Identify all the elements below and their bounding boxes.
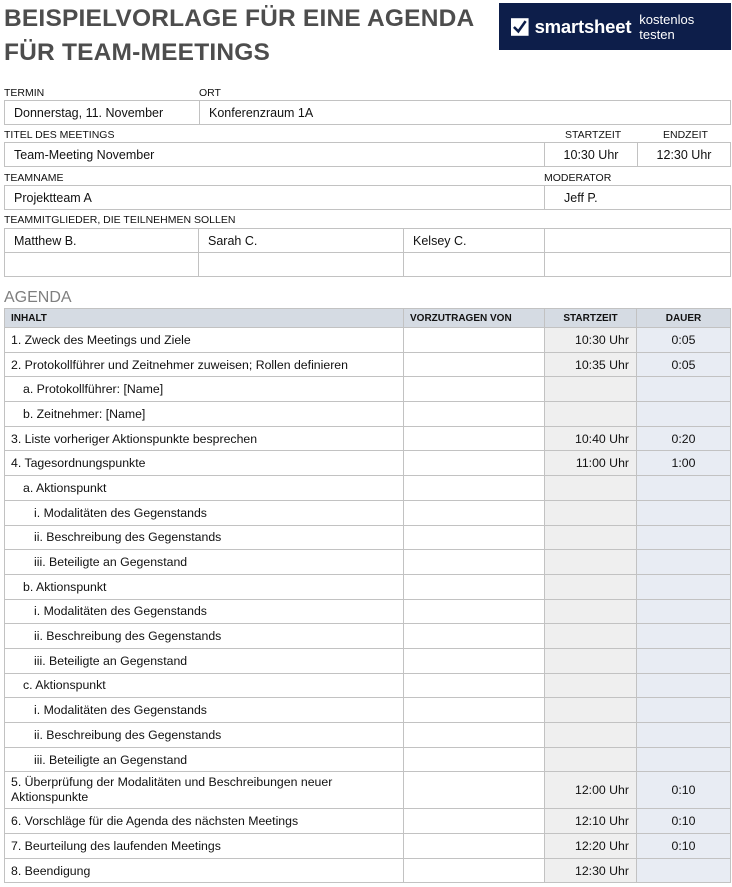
agenda-presenter[interactable] (404, 673, 545, 698)
agenda-duration[interactable]: 0:10 (637, 772, 731, 809)
agenda-row (5, 476, 731, 501)
agenda-presenter[interactable] (404, 426, 545, 451)
agenda-row (5, 599, 731, 624)
agenda-item[interactable]: a. Protokollführer: [Name] (5, 377, 404, 402)
page-title (4, 2, 474, 70)
agenda-start[interactable]: 12:20 Uhr (545, 834, 637, 859)
logo-brand: smartsheet (534, 15, 632, 37)
agenda-duration[interactable] (637, 476, 731, 501)
agenda-item[interactable]: i. Modalitäten des Gegenstands (5, 698, 404, 723)
agenda-start[interactable]: 12:00 Uhr (545, 772, 637, 809)
agenda-item[interactable]: a. Aktionspunkt (5, 476, 404, 501)
agenda-item[interactable]: i. Modalitäten des Gegenstands (5, 599, 404, 624)
agenda-row (5, 377, 731, 402)
agenda-start[interactable] (545, 599, 637, 624)
agenda-item[interactable]: iii. Beteiligte an Gegenstand (5, 747, 404, 772)
ort-field[interactable]: Konferenzraum 1A (200, 101, 731, 125)
startzeit-field[interactable]: 10:30 Uhr (545, 143, 638, 167)
agenda-presenter[interactable] (404, 772, 545, 809)
agenda-duration[interactable] (637, 574, 731, 599)
agenda-item[interactable]: b. Aktionspunkt (5, 574, 404, 599)
termin-label: TERMIN (4, 87, 45, 99)
teamname-label: TEAMNAME (4, 172, 64, 184)
teamname-table (4, 185, 731, 210)
member-field[interactable]: Kelsey C. (404, 229, 545, 253)
agenda-duration[interactable] (637, 550, 731, 575)
meeting-title-label: TITEL DES MEETINGS (4, 129, 115, 141)
agenda-row (5, 747, 731, 772)
agenda-item[interactable]: ii. Beschreibung des Gegenstands (5, 723, 404, 748)
agenda-item[interactable]: b. Zeitnehmer: [Name] (5, 402, 404, 427)
agenda-start[interactable] (545, 648, 637, 673)
agenda-presenter[interactable] (404, 747, 545, 772)
agenda-row (5, 352, 731, 377)
agenda-item[interactable]: 3. Liste vorheriger Aktionspunkte besprechen (5, 426, 404, 451)
termin-field[interactable]: Donnerstag, 11. November (5, 101, 200, 125)
agenda-presenter[interactable] (404, 377, 545, 402)
endzeit-field[interactable]: 12:30 Uhr (638, 143, 731, 167)
agenda-duration[interactable]: 0:10 (637, 809, 731, 834)
member-field[interactable] (404, 253, 545, 277)
agenda-title: AGENDA (4, 289, 72, 306)
agenda-row (5, 858, 731, 883)
agenda-duration[interactable] (637, 723, 731, 748)
agenda-item[interactable]: 7. Beurteilung des laufenden Meetings (5, 834, 404, 859)
agenda-start[interactable] (545, 525, 637, 550)
agenda-start[interactable] (545, 550, 637, 575)
member-field[interactable] (545, 253, 731, 277)
column-header-dauer: DAUER (637, 309, 731, 328)
agenda-item[interactable]: 1. Zweck des Meetings und Ziele (5, 328, 404, 353)
agenda-item[interactable]: 4. Tagesordnungspunkte (5, 451, 404, 476)
agenda-duration[interactable] (637, 648, 731, 673)
agenda-start[interactable] (545, 377, 637, 402)
agenda-start[interactable]: 10:30 Uhr (545, 328, 637, 353)
agenda-start[interactable]: 12:30 Uhr (545, 858, 637, 883)
agenda-duration[interactable] (637, 698, 731, 723)
agenda-presenter[interactable] (404, 451, 545, 476)
agenda-item[interactable]: c. Aktionspunkt (5, 673, 404, 698)
agenda-duration[interactable]: 0:05 (637, 328, 731, 353)
agenda-presenter[interactable] (404, 352, 545, 377)
meeting-title-field[interactable]: Team-Meeting November (5, 143, 545, 167)
agenda-duration[interactable] (637, 599, 731, 624)
agenda-row (5, 834, 731, 859)
agenda-row (5, 624, 731, 649)
agenda-presenter[interactable] (404, 476, 545, 501)
agenda-item[interactable]: 5. Überprüfung der Modalitäten und Beschreibungen neuer Aktionspunkte (5, 772, 404, 809)
members-label: TEAMMITGLIEDER, DIE TEILNEHMEN SOLLEN (4, 214, 236, 226)
smartsheet-logo-button[interactable] (499, 3, 731, 50)
agenda-presenter[interactable] (404, 648, 545, 673)
agenda-row (5, 426, 731, 451)
logo-cta: kostenlos testen (639, 11, 695, 42)
agenda-row (5, 328, 731, 353)
agenda-start[interactable] (545, 500, 637, 525)
agenda-start[interactable]: 10:35 Uhr (545, 352, 637, 377)
page-title-line-1: BEISPIELVORLAGE FÜR EINE AGENDA (4, 5, 475, 32)
agenda-presenter[interactable] (404, 858, 545, 883)
agenda-row (5, 772, 731, 809)
member-field[interactable] (545, 229, 731, 253)
agenda-row (5, 648, 731, 673)
teamname-field[interactable]: Projektteam A (5, 186, 545, 210)
agenda-presenter[interactable] (404, 328, 545, 353)
agenda-duration[interactable] (637, 402, 731, 427)
agenda-duration[interactable]: 0:20 (637, 426, 731, 451)
agenda-row (5, 500, 731, 525)
agenda-duration[interactable] (637, 673, 731, 698)
agenda-start[interactable] (545, 624, 637, 649)
agenda-item[interactable]: iii. Beteiligte an Gegenstand (5, 648, 404, 673)
agenda-presenter[interactable] (404, 550, 545, 575)
member-field[interactable]: Matthew B. (5, 229, 199, 253)
agenda-item[interactable]: iii. Beteiligte an Gegenstand (5, 550, 404, 575)
agenda-item[interactable]: i. Modalitäten des Gegenstands (5, 500, 404, 525)
agenda-item[interactable]: ii. Beschreibung des Gegenstands (5, 624, 404, 649)
agenda-duration[interactable]: 0:10 (637, 834, 731, 859)
member-field[interactable] (5, 253, 199, 277)
agenda-row (5, 723, 731, 748)
agenda-row (5, 673, 731, 698)
agenda-start[interactable]: 11:00 Uhr (545, 451, 637, 476)
agenda-presenter[interactable] (404, 574, 545, 599)
termin-ort-table (4, 100, 731, 125)
agenda-presenter[interactable] (404, 500, 545, 525)
agenda-duration[interactable] (637, 500, 731, 525)
agenda-duration[interactable] (637, 377, 731, 402)
moderator-field[interactable]: Jeff P. (545, 186, 731, 210)
agenda-presenter[interactable] (404, 525, 545, 550)
agenda-row (5, 550, 731, 575)
agenda-item[interactable]: 6. Vorschläge für die Agenda des nächsten Meetings (5, 809, 404, 834)
agenda-start[interactable]: 12:10 Uhr (545, 809, 637, 834)
endzeit-label: ENDZEIT (663, 129, 708, 141)
ort-label: ORT (199, 87, 221, 99)
meeting-title-table (4, 142, 731, 167)
members-table (4, 228, 731, 277)
agenda-duration[interactable]: 0:05 (637, 352, 731, 377)
agenda-row (5, 574, 731, 599)
agenda-duration[interactable] (637, 624, 731, 649)
page-title-line-2: FÜR TEAM-MEETINGS (4, 39, 271, 66)
agenda-presenter[interactable] (404, 698, 545, 723)
column-header-von: VORZUTRAGEN VON (404, 309, 545, 328)
agenda-row (5, 698, 731, 723)
agenda-presenter[interactable] (404, 809, 545, 834)
agenda-item[interactable]: 8. Beendigung (5, 858, 404, 883)
agenda-duration[interactable] (637, 858, 731, 883)
column-header-inhalt: INHALT (5, 309, 404, 328)
member-field[interactable]: Sarah C. (199, 229, 404, 253)
agenda-start[interactable] (545, 574, 637, 599)
moderator-label: MODERATOR (544, 172, 612, 184)
agenda-row (5, 809, 731, 834)
agenda-presenter[interactable] (404, 723, 545, 748)
agenda-presenter[interactable] (404, 599, 545, 624)
agenda-duration[interactable] (637, 747, 731, 772)
agenda-table (4, 308, 731, 883)
startzeit-label: STARTZEIT (565, 129, 622, 141)
agenda-row (5, 525, 731, 550)
agenda-row (5, 451, 731, 476)
agenda-start[interactable] (545, 402, 637, 427)
agenda-start[interactable]: 10:40 Uhr (545, 426, 637, 451)
agenda-start[interactable] (545, 723, 637, 748)
agenda-presenter[interactable] (404, 624, 545, 649)
agenda-start[interactable] (545, 698, 637, 723)
agenda-start[interactable] (545, 673, 637, 698)
agenda-duration[interactable] (637, 525, 731, 550)
agenda-duration[interactable]: 1:00 (637, 451, 731, 476)
agenda-presenter[interactable] (404, 402, 545, 427)
agenda-item[interactable]: ii. Beschreibung des Gegenstands (5, 525, 404, 550)
agenda-start[interactable] (545, 476, 637, 501)
agenda-header-row (5, 309, 731, 328)
column-header-start: STARTZEIT (545, 309, 637, 328)
agenda-start[interactable] (545, 747, 637, 772)
agenda-item[interactable]: 2. Protokollführer und Zeitnehmer zuweisen; Rollen definieren (5, 352, 404, 377)
member-field[interactable] (199, 253, 404, 277)
agenda-row (5, 402, 731, 427)
agenda-presenter[interactable] (404, 834, 545, 859)
checkmark-icon (511, 18, 529, 36)
